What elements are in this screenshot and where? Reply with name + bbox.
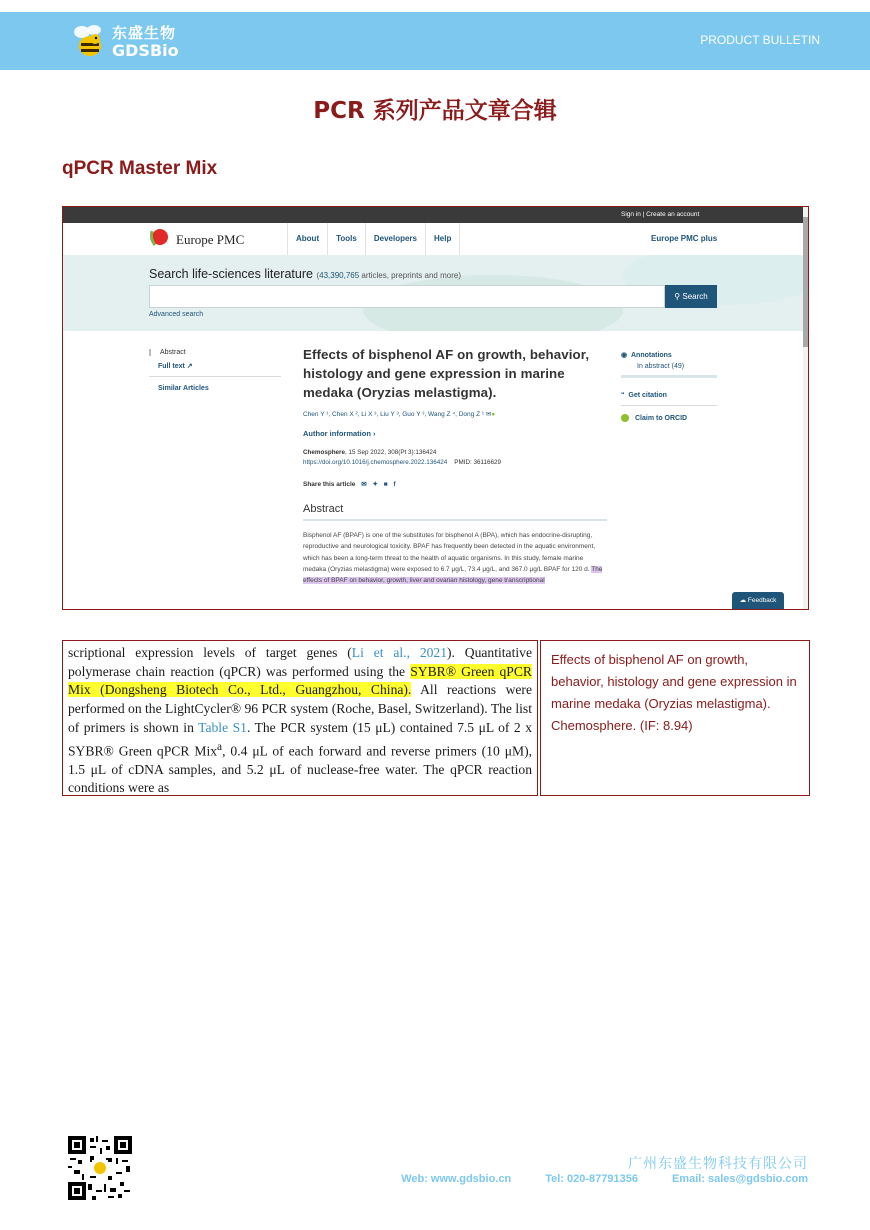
excerpt-text: scriptional expression levels of target genes ( <box>68 645 352 660</box>
get-citation-link[interactable] <box>621 392 717 399</box>
get-citation-label: Get citation <box>628 392 667 399</box>
logo-english-text: GDSBio <box>112 41 179 60</box>
search-input[interactable] <box>149 285 665 308</box>
search-icon: ⚲ <box>674 292 681 301</box>
logo-chinese-text: 东盛生物 <box>112 24 177 42</box>
journal-citation <box>303 448 607 468</box>
gdsbio-logo[interactable] <box>70 20 210 62</box>
orcid-icon <box>621 414 629 422</box>
page-title: PCR 系列产品文章合辑 <box>313 98 557 124</box>
facebook-icon[interactable]: f <box>393 481 396 488</box>
website-link[interactable]: Web: www.gdsbio.cn <box>401 1173 512 1185</box>
full-text-label: Full text <box>158 363 185 370</box>
paper-excerpt <box>62 640 538 796</box>
section-title: qPCR Master Mix <box>62 158 218 179</box>
pmc-nav-row <box>63 223 808 255</box>
nav-about[interactable]: About <box>287 223 327 255</box>
share-label: Share this article <box>303 481 356 488</box>
abstract-text <box>303 530 607 586</box>
twitter-icon[interactable]: ✦ <box>372 481 378 488</box>
orcid-icon: ● <box>491 411 496 418</box>
excerpt-paragraph <box>63 641 537 796</box>
nav-developers[interactable]: Developers <box>365 223 425 255</box>
excerpt-text: , 0.4 μL of each forward and reverse primers (10 μM), 1.5 μL of cDNA samples, and 5.2 μL of nuclease-free water. The qPCR reaction conditions were as <box>68 743 532 796</box>
annotations-link[interactable] <box>621 351 717 359</box>
journal-name: Chemosphere <box>303 449 345 456</box>
advanced-search-link[interactable]: Advanced search <box>149 311 204 318</box>
share-row <box>303 480 607 488</box>
linkedin-icon[interactable]: ■ <box>383 481 388 488</box>
product-highlight: SYBR® Green qPCR Mix (Dongsheng Biotech Co., Ltd., Guangzhou, China). <box>68 663 533 698</box>
author-list[interactable] <box>303 410 607 418</box>
eye-icon: ◉ <box>621 352 628 359</box>
pmc-nav-menu <box>287 223 460 255</box>
search-band <box>63 255 803 331</box>
table-link[interactable]: Table S1 <box>198 719 247 735</box>
contact-row <box>367 1173 808 1185</box>
bee-logo-icon <box>70 22 108 60</box>
article-right-nav <box>621 351 717 422</box>
header-bar <box>0 12 870 70</box>
footnote-marker: a <box>217 740 223 753</box>
nav-similar-articles[interactable]: Similar Articles <box>158 385 209 392</box>
abstract-body: Bisphenol AF (BPAF) is one of the substitutes for bisphenol A (BPA), which has endocrine-disrupting, reproductive and neurological toxicity. BPAF has frequently been detected in the aquatic environment, which has been a long-term threat to the health of aquatic organisms. In this study, female marine medaka (Oryzias melastigma) were exposed to 6.7 μg/L, 73.4 μg/L, and 367.0 μg/L BPAF for 120 d. <box>303 532 596 573</box>
annotations-in-abstract[interactable]: In abstract (49) <box>637 363 685 370</box>
authors-text: Chen Y ¹, Chen X ², Li X ³, Liu Y ³, Guo Y ³, Wang Z ⁴, Dong Z ¹ <box>303 411 485 418</box>
author-information-toggle[interactable] <box>303 429 607 438</box>
excerpt-text: All reactions were performed on the LightCycler® 96 PCR system (Roche, Basel, Switzerland). The list of primers is shown in <box>68 682 532 735</box>
journal-details: , 15 Sep 2022, 308(Pt 3):136424 <box>345 449 437 456</box>
europe-pmc-plus-link[interactable]: Europe PMC plus <box>651 234 718 243</box>
claim-orcid-link[interactable] <box>621 414 717 422</box>
chevron-right-icon: › <box>373 429 376 438</box>
search-button[interactable] <box>665 285 717 308</box>
annotations-label: Annotations <box>631 352 672 359</box>
nav-help[interactable]: Help <box>425 223 460 255</box>
qr-code-icon <box>68 1136 132 1200</box>
signin-bar <box>63 207 808 223</box>
search-label-text: Search life-sciences literature <box>149 267 313 281</box>
search-label <box>149 267 461 281</box>
product-bulletin-label: PRODUCT BULLETIN <box>700 33 820 47</box>
abstract-heading: Abstract <box>303 503 607 521</box>
excerpt-text: . The PCR system (15 μL) contained 7.5 μL of 2 x SYBR® Green qPCR Mix <box>68 719 532 759</box>
article-left-nav <box>149 349 281 398</box>
count-suffix: articles, preprints and more) <box>359 271 461 280</box>
author-info-label: Author information <box>303 429 371 438</box>
email-link[interactable]: Email: sales@gdsbio.com <box>671 1173 808 1185</box>
external-link-icon: ↗ <box>186 363 193 370</box>
scrollbar-thumb[interactable] <box>803 217 808 347</box>
count-prefix: ( <box>316 271 320 280</box>
claim-orcid-label: Claim to ORCID <box>635 414 688 422</box>
article-main <box>303 345 607 586</box>
pmid: PMID: 36116629 <box>454 459 502 466</box>
europe-pmc-logo-icon[interactable] <box>149 227 169 247</box>
company-name: 广州东盛生物科技有限公司 <box>628 1156 808 1172</box>
phone-number: Tel: 020-87791356 <box>545 1173 638 1185</box>
nav-tools[interactable]: Tools <box>327 223 365 255</box>
signin-link[interactable]: Sign in | Create an account <box>621 211 700 218</box>
article-info-box <box>540 640 810 796</box>
feedback-button[interactable] <box>732 592 784 609</box>
email-icon: ✉ <box>485 411 492 418</box>
nav-full-text[interactable] <box>149 362 281 370</box>
quote-icon: “ <box>621 392 625 399</box>
search-count <box>316 271 461 280</box>
article-title: Effects of bisphenol AF on growth, behavior, histology and gene expression in marine medaka (Oryzias melastigma). <box>303 347 590 400</box>
email-share-icon[interactable]: ✉ <box>361 481 367 488</box>
excerpt-text: ). Quantitative polymerase chain reaction (qPCR) was performed using the <box>68 645 532 679</box>
europe-pmc-screenshot <box>62 206 809 610</box>
divider <box>149 376 281 377</box>
divider <box>621 405 717 406</box>
count-number: 43,390,765 <box>319 271 360 280</box>
doi-link[interactable]: https://doi.org/10.1016/j.chemosphere.2022.136424 <box>303 459 448 466</box>
annotations-bar <box>621 375 717 378</box>
feedback-label: Feedback <box>747 597 777 604</box>
abstract-highlighted: The effects of BPAF on behavior, growth, liver and ovarian histology, gene transcriptional <box>303 565 603 585</box>
europe-pmc-name[interactable]: Europe PMC <box>176 232 245 247</box>
article-info-text: Effects of bisphenol AF on growth, behavior, histology and gene expression in marine medaka (Oryzias melastigma). Chemosphere. (IF: 8.94) <box>551 652 797 733</box>
citation-link[interactable]: Li et al., 2021 <box>351 645 448 660</box>
search-button-label: Search <box>682 292 708 301</box>
nav-abstract[interactable]: Abstract <box>149 349 281 356</box>
chat-icon: ☁ <box>739 597 747 604</box>
